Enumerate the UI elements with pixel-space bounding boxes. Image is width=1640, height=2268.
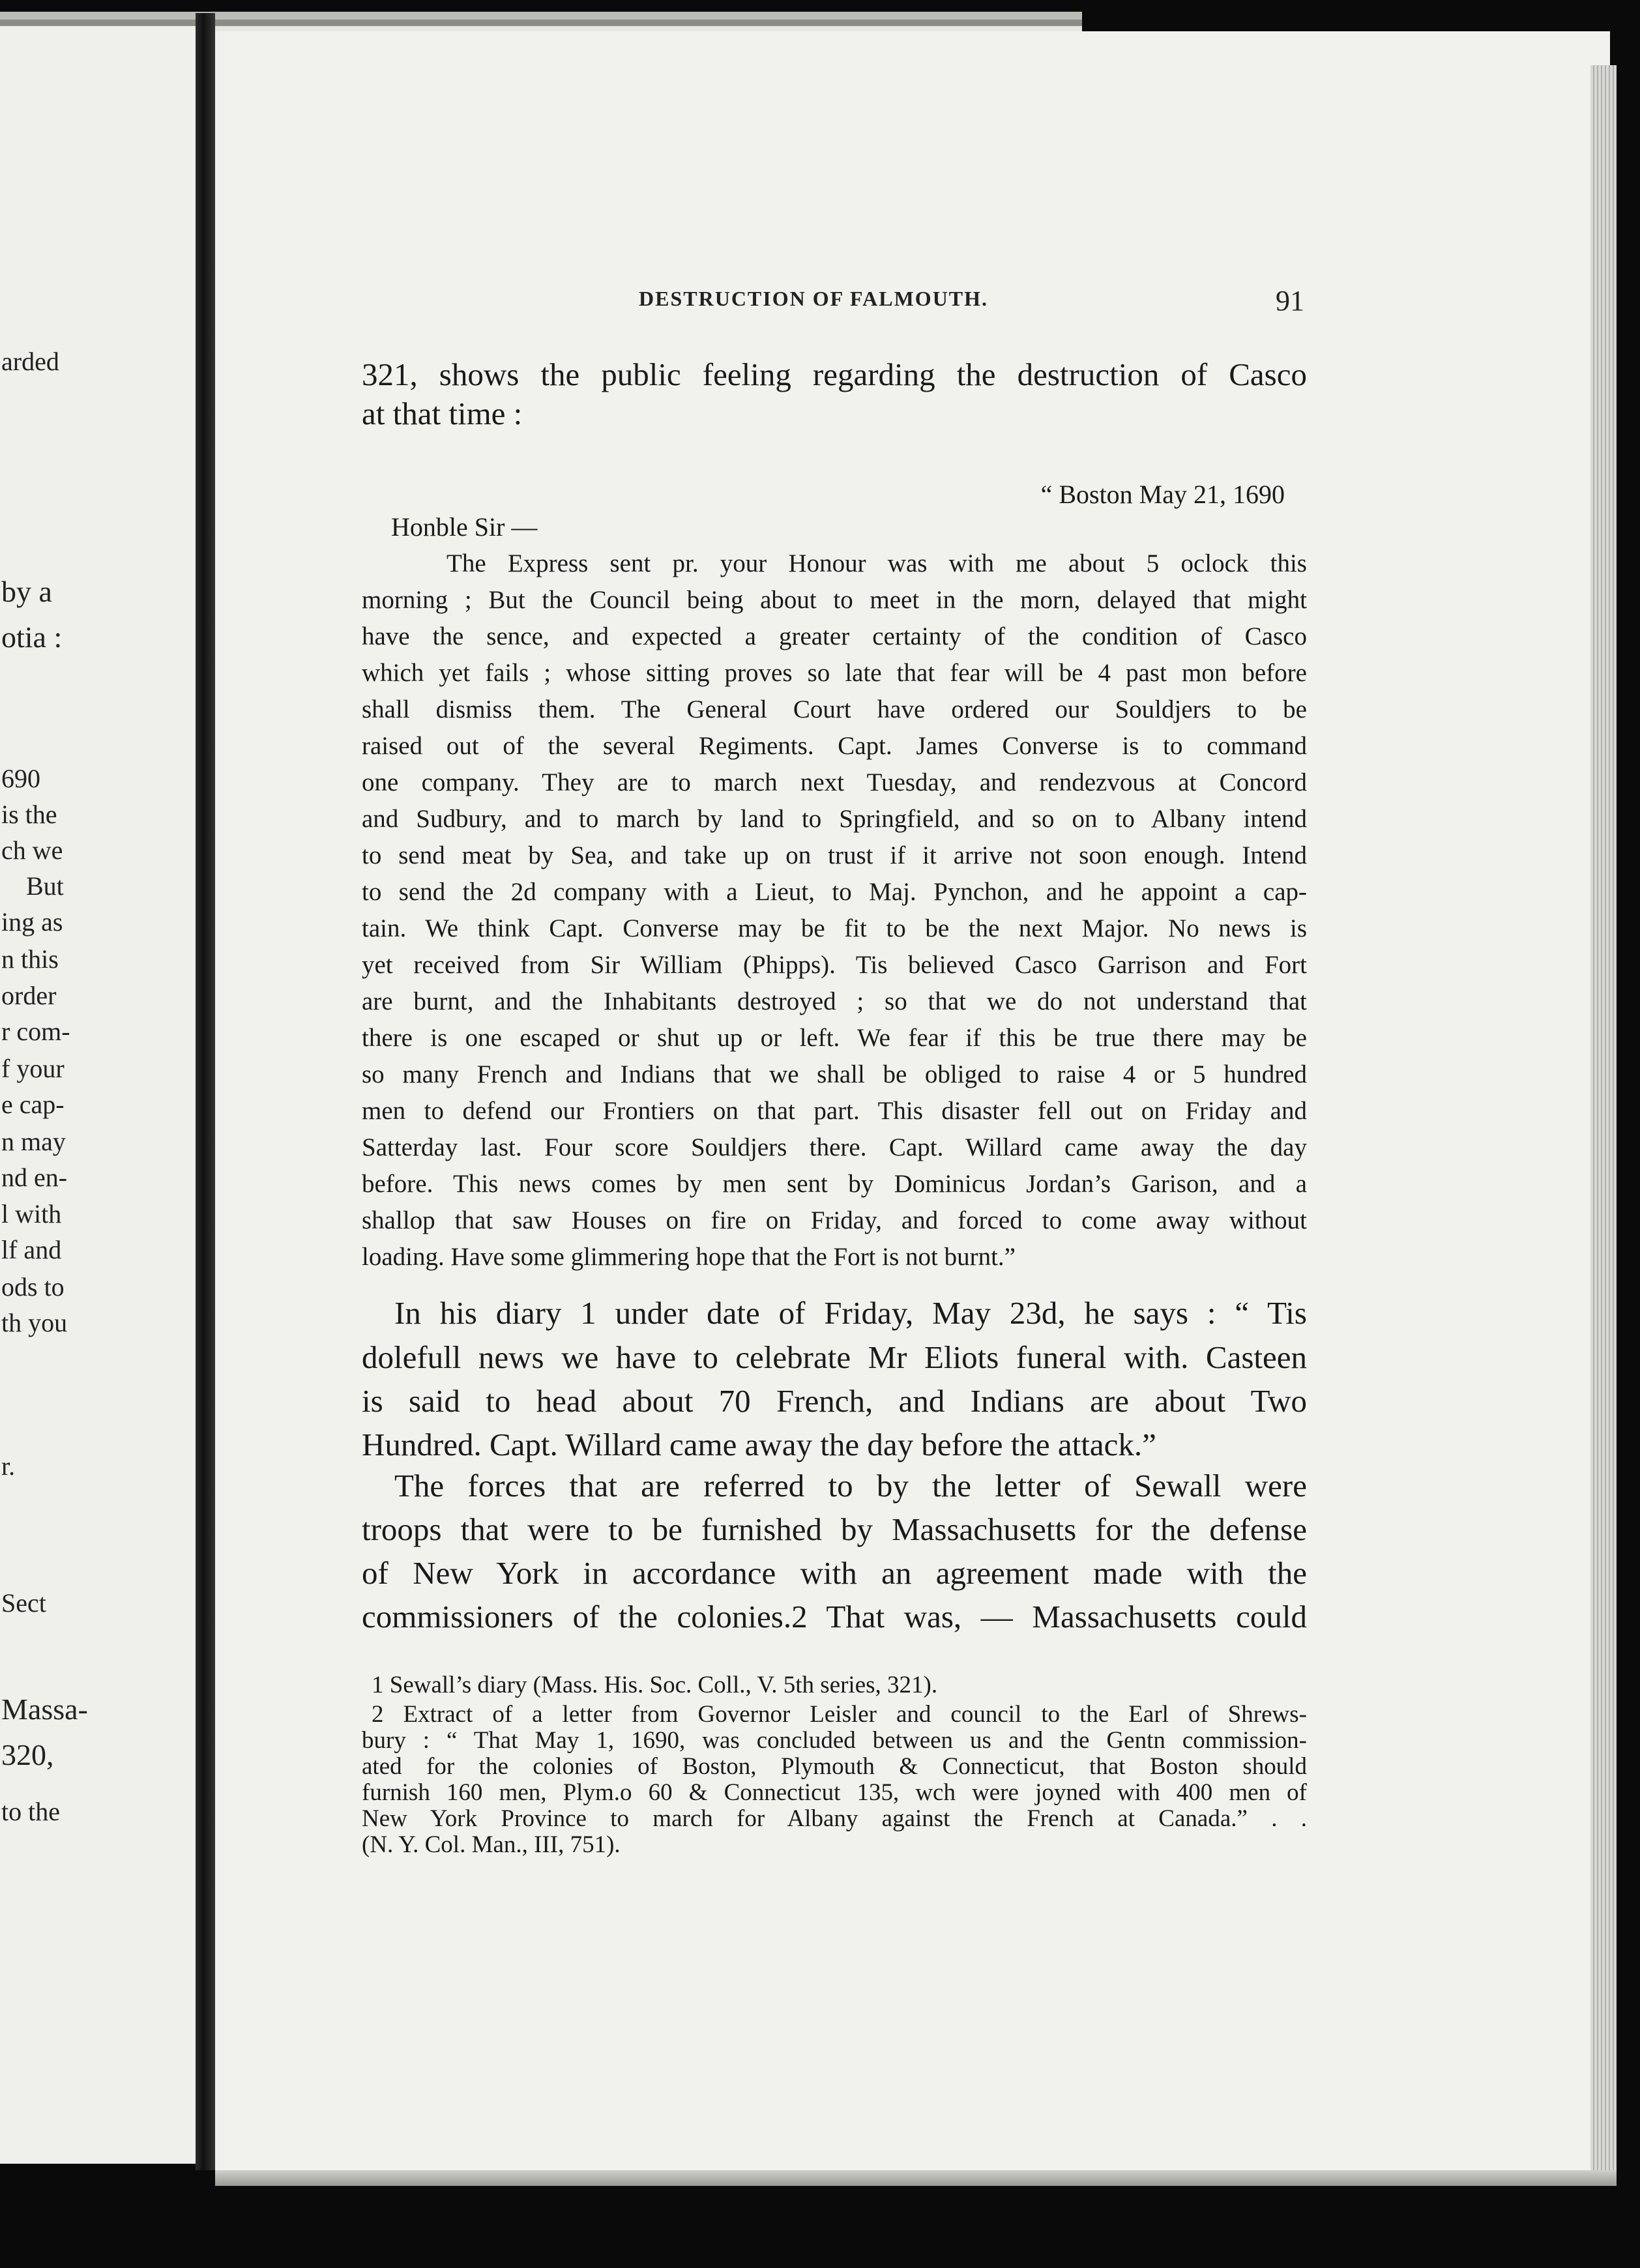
letter-line: loading. Have some glimmering hope that the Fort is not burnt.”: [362, 1243, 1016, 1271]
facing-fragment: n this: [1, 944, 59, 974]
letter-line: yet received from Sir William (Phipps). Tis believed Casco Garrison and Fort: [362, 951, 1307, 979]
page-number: 91: [1276, 285, 1304, 317]
page-block-edge: [1590, 65, 1617, 2183]
letter-line: to send the 2d company with a Lieut, to Maj. Pynchon, and he appoint a cap-: [362, 878, 1307, 906]
facing-fragment: by a: [1, 575, 52, 608]
facing-fragment: otia :: [1, 620, 63, 654]
footnote: ated for the colonies of Boston, Plymouth & Connecticut, that Boston should: [362, 1753, 1307, 1780]
letter-line: have the sence, and expected a greater certainty of the condition of Casco: [362, 622, 1307, 650]
facing-fragment: th you: [1, 1308, 68, 1337]
book-bottom-edge: [215, 2170, 1617, 2186]
footnote: (N. Y. Col. Man., III, 751).: [362, 1831, 621, 1858]
letter-line: raised out of the several Regiments. Capt. James Converse is to command: [362, 732, 1307, 760]
facing-fragment: nd en-: [1, 1163, 68, 1192]
letter-line: Satterday last. Four score Souldjers there. Capt. Willard came away the day: [362, 1133, 1307, 1161]
facing-fragment: arded: [1, 347, 59, 376]
facing-fragment: Sect: [1, 1588, 46, 1618]
body-line: The forces that are referred to by the letter of Sewall were: [394, 1468, 1307, 1504]
facing-fragment: is the: [1, 800, 57, 829]
facing-fragment: n may: [1, 1127, 66, 1156]
letter-line: which yet fails ; whose sitting proves so late that fear will be 4 past mon before: [362, 659, 1307, 687]
letter-line: shallop that saw Houses on fire on Friday, and forced to come away without: [362, 1206, 1307, 1234]
facing-fragment: ing as: [1, 907, 63, 937]
letter-line: to send meat by Sea, and take up on trust if it arrive not soon enough. Intend: [362, 841, 1307, 869]
letter-line: tain. We think Capt. Converse may be fit to be the next Major. No news is: [362, 914, 1307, 942]
running-head: DESTRUCTION OF FALMOUTH.: [639, 287, 989, 310]
footnote: bury : “ That May 1, 1690, was concluded between us and the Gentn commission-: [362, 1727, 1307, 1754]
letter-line: one company. They are to march next Tuesday, and rendezvous at Concord: [362, 768, 1307, 796]
letter-line: The Express sent pr. your Honour was with me about 5 oclock this: [447, 549, 1307, 577]
facing-fragment: Massa-: [1, 1693, 88, 1726]
facing-fragment: l with: [1, 1199, 62, 1228]
letter-salutation: Honble Sir —: [391, 512, 538, 542]
facing-fragment: f your: [1, 1054, 65, 1083]
facing-fragment: 320,: [1, 1738, 54, 1771]
body-line: In his diary 1 under date of Friday, May 23d, he says : “ Tis: [394, 1295, 1307, 1331]
body-line: troops that were to be furnished by Massachusetts for the defense: [362, 1511, 1307, 1547]
facing-fragment: But: [26, 871, 64, 901]
facing-fragment: r com-: [1, 1017, 70, 1046]
body-line: 321, shows the public feeling regarding the destruction of Casco: [362, 356, 1307, 392]
body-line: of New York in accordance with an agreement made with the: [362, 1555, 1307, 1591]
facing-fragment: 690: [1, 764, 40, 793]
facing-fragment: ods to: [1, 1272, 65, 1301]
book-gutter: [196, 13, 215, 2170]
body-line: is said to head about 70 French, and Indians are about Two: [362, 1383, 1307, 1419]
facing-fragment: r.: [1, 1451, 16, 1481]
footnote: 2 Extract of a letter from Governor Leisler and council to the Earl of Shrews-: [372, 1701, 1307, 1728]
letter-line: before. This news comes by men sent by Dominicus Jordan’s Garison, and a: [362, 1170, 1307, 1198]
letter-line: and Sudbury, and to march by land to Springfield, and so on to Albany intend: [362, 805, 1307, 833]
body-line: Hundred. Capt. Willard came away the day before the attack.”: [362, 1427, 1156, 1462]
footnote: furnish 160 men, Plym.o 60 & Connecticut 135, wch were joyned with 400 men of: [362, 1779, 1307, 1806]
letter-line: there is one escaped or shut up or left. We fear if this be true there may be: [362, 1024, 1307, 1052]
letter-line: so many French and Indians that we shall be obliged to raise 4 or 5 hundred: [362, 1060, 1307, 1088]
letter-line: men to defend our Frontiers on that part. This disaster fell out on Friday and: [362, 1097, 1307, 1125]
facing-fragment: ch we: [1, 836, 63, 865]
facing-fragment: e cap-: [1, 1090, 65, 1119]
facing-fragment: lf and: [1, 1235, 62, 1264]
body-line: dolefull news we have to celebrate Mr Eliots funeral with. Casteen: [362, 1339, 1307, 1375]
letter-line: morning ; But the Council being about to meet in the morn, delayed that might: [362, 586, 1307, 614]
footnote: New York Province to march for Albany against the French at Canada.” . .: [362, 1805, 1307, 1832]
facing-fragment: order: [1, 981, 57, 1010]
body-line: at that time :: [362, 396, 523, 431]
letter-line: are burnt, and the Inhabitants destroyed ; so that we do not understand that: [362, 987, 1307, 1015]
body-line: commissioners of the colonies.2 That was, — Massachusetts could: [362, 1599, 1307, 1635]
letter-dateline: “ Boston May 21, 1690: [1040, 480, 1285, 509]
footnote: 1 Sewall’s diary (Mass. His. Soc. Coll., V. 5th series, 321).: [372, 1672, 938, 1698]
facing-fragment: to the: [1, 1797, 60, 1826]
letter-line: shall dismiss them. The General Court have ordered our Souldjers to be: [362, 695, 1307, 723]
